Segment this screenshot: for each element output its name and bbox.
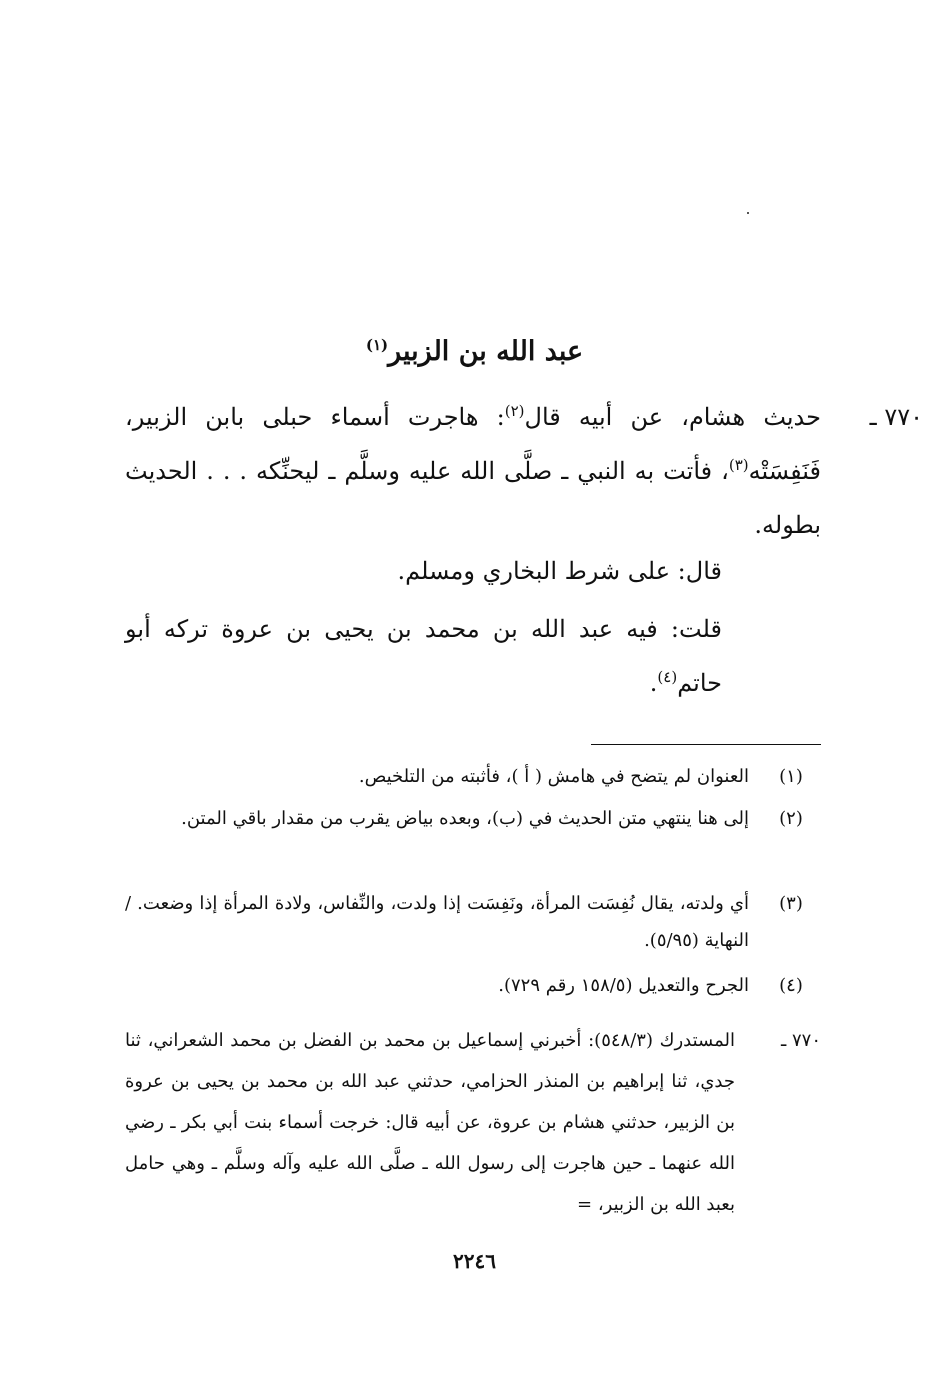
footnote-ref-4: (٤)	[657, 668, 678, 686]
entry-text-a: حديث هشام، عن أبيه قال	[524, 403, 821, 431]
qult-end: .	[649, 669, 658, 697]
mustadrak-text: المستدرك (٥٤٨/٣): أخبرني إسماعيل بن محمد بن الفضل بن محمد الشعراني، ثنا جدي، ثنا إبراهيم بن المنذر الحزامي، حدثني عبد الله بن محمد بن يحيى بن عروة بن الزبير، حدثني هشام بن عروة، عن أبيه قال: خرجت أسماء بنت أبي بكر ـ رضي الله عنهما ـ حين هاجرت إلى رسول الله ـ صلَّى الله عليه وآله وسلَّم ـ وهي حامل بعبد الله بن الزبير، =	[125, 1030, 735, 1215]
entry-text-b: : هاجرت أسماء حبلى بابن الزبير، فَنَفِسَتْه	[125, 403, 821, 485]
footnote-number: (٤)	[779, 975, 803, 996]
footnote-number: (٣)	[779, 893, 803, 914]
mustadrak-number: ٧٧٠ ـ	[780, 1030, 821, 1051]
footnote-ref-3: (٣)	[728, 456, 749, 474]
speck-mark	[747, 212, 749, 214]
entry-text-c: ، فأتت به النبي ـ صلَّى الله عليه وسلَّم ـ ليحنِّكه . . . الحديث بطوله.	[125, 457, 821, 539]
page-number: ٢٢٤٦	[453, 1249, 496, 1273]
footnote-3	[125, 885, 821, 959]
footnote-text: العنوان لم يتضح في هامش ( أ )، فأثبته من التلخيص.	[358, 766, 749, 787]
qult-text: قلت: فيه عبد الله بن محمد بن يحيى بن عروة تركه أبو حاتم	[125, 615, 722, 697]
footnote-number: (٢)	[779, 808, 803, 829]
footnote-text: أي ولدته، يقال نُفِسَت المرأة، ونَفِسَت إذا ولدت، والنِّفاس، ولادة المرأة إذا وضعت. / النهاية (٥/٩٥).	[125, 893, 749, 951]
footnote-1	[125, 758, 821, 795]
title-text: عبد الله بن الزبير	[388, 336, 584, 367]
entry-number: ٧٧٠ ـ	[869, 403, 923, 431]
hadith-entry	[125, 390, 923, 552]
qal-paragraph: قال: على شرط البخاري ومسلم.	[397, 557, 722, 585]
footnote-text: إلى هنا ينتهي متن الحديث في (ب)، وبعده بياض يقرب من مقدار باقي المتن.	[181, 808, 749, 829]
footnote-4	[125, 967, 821, 1004]
footnote-separator	[591, 744, 821, 745]
mustadrak-entry	[125, 1020, 821, 1225]
title-footnote-ref: (١)	[365, 336, 389, 354]
footnote-text: الجرح والتعديل (١٥٨/٥ رقم ٧٢٩).	[498, 975, 749, 996]
qult-paragraph	[125, 602, 722, 710]
page-title	[0, 330, 949, 374]
footnote-ref-2: (٢)	[504, 402, 525, 420]
footnote-number: (١)	[779, 766, 803, 787]
entry-text	[125, 390, 821, 552]
footnote-2	[125, 800, 821, 837]
